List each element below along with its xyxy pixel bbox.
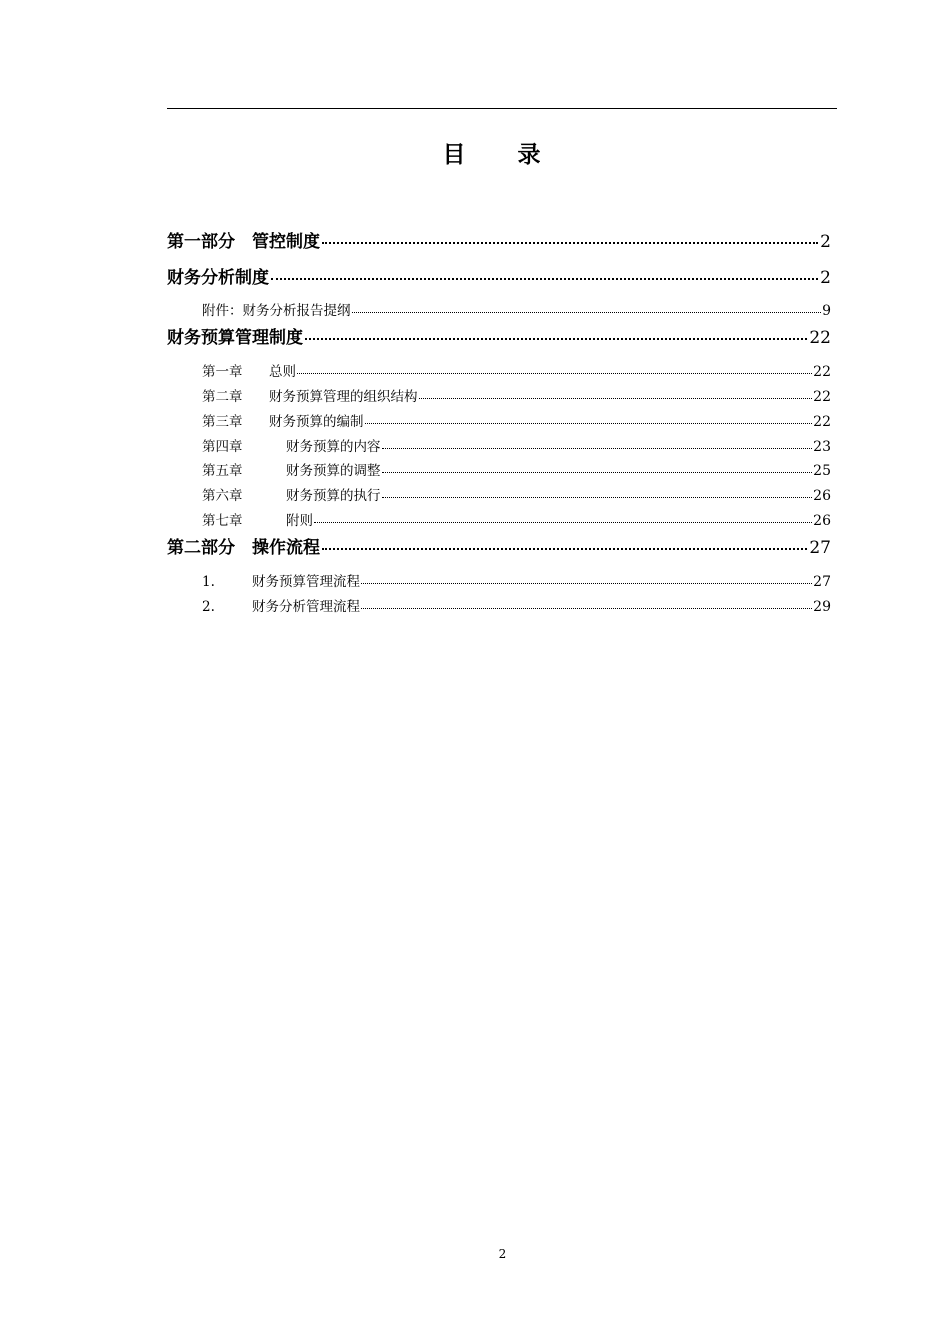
toc-entry-number: 第三章	[202, 414, 243, 430]
toc-entry-chapter-7[interactable]	[167, 509, 831, 529]
toc-entry-page: 2	[820, 232, 831, 252]
toc-entry-page: 22	[813, 414, 831, 430]
toc-entry-label: 第一部分 管控制度	[167, 232, 320, 252]
dot-leader	[365, 422, 813, 424]
toc-entry-financial-analysis[interactable]	[167, 263, 831, 287]
toc-entry-appendix[interactable]	[167, 299, 831, 319]
toc-entry-number: 第四章	[202, 439, 243, 455]
toc-entry-label: 财务预算的调整	[286, 463, 381, 479]
dot-leader	[419, 397, 813, 399]
toc-entry-page: 29	[813, 599, 831, 615]
toc-entry-flow-1[interactable]	[167, 570, 831, 590]
toc-entry-page: 27	[813, 574, 831, 590]
toc-entry-page: 22	[813, 364, 831, 380]
page-number: 2	[498, 1247, 507, 1261]
toc-entry-label: 财务预算的执行	[286, 488, 381, 504]
dot-leader	[297, 372, 812, 374]
dot-leader	[322, 241, 818, 244]
dot-leader	[382, 447, 813, 449]
toc-entry-label: 附则	[286, 513, 313, 529]
toc-entry-chapter-3[interactable]	[167, 410, 831, 430]
toc-entry-page: 25	[813, 463, 831, 479]
toc-entry-page: 27	[809, 538, 831, 558]
dot-leader	[361, 582, 812, 584]
toc-entry-label: 财务分析管理流程	[252, 599, 360, 615]
toc-entry-page: 9	[822, 303, 831, 319]
toc-entry-label: 附件：财务分析报告提纲	[202, 303, 351, 319]
toc-entry-number: 第六章	[202, 488, 243, 504]
toc-entry-label: 财务分析制度	[167, 268, 269, 288]
toc-entry-number: 第五章	[202, 463, 243, 479]
dot-leader	[361, 607, 812, 609]
dot-leader	[382, 496, 813, 498]
toc-entry-page: 22	[813, 389, 831, 405]
toc-entry-label: 财务预算的编制	[269, 414, 364, 430]
toc-entry-number: 1.	[202, 574, 215, 590]
toc-entry-chapter-2[interactable]	[167, 385, 831, 405]
toc-entry-number: 第一章	[202, 364, 243, 380]
toc-entry-label: 财务预算管理制度	[167, 328, 303, 348]
toc-entry-page: 26	[813, 513, 831, 529]
toc-entry-label: 财务预算管理流程	[252, 574, 360, 590]
header-rule	[167, 108, 837, 109]
dot-leader	[305, 337, 807, 340]
dot-leader	[382, 471, 813, 473]
toc-entry-page: 23	[813, 439, 831, 455]
toc-entry-page: 2	[820, 268, 831, 288]
toc-entry-number: 2.	[202, 599, 215, 615]
dot-leader	[322, 547, 807, 550]
toc-entry-flow-2[interactable]	[167, 595, 831, 615]
toc-entry-label: 财务预算管理的组织结构	[269, 389, 418, 405]
toc-entry-chapter-6[interactable]	[167, 484, 831, 504]
toc-entry-page: 26	[813, 488, 831, 504]
toc-title: 目 录	[442, 142, 563, 168]
dot-leader	[314, 521, 812, 523]
toc-entry-number: 第七章	[202, 513, 243, 529]
toc-entry-chapter-5[interactable]	[167, 459, 831, 479]
toc-entry-number: 第二章	[202, 389, 243, 405]
toc-entry-page: 22	[809, 328, 831, 348]
toc-entry-budget-management[interactable]	[167, 323, 831, 347]
toc-entry-label: 第二部分 操作流程	[167, 538, 320, 558]
toc-entry-part-1[interactable]	[167, 227, 831, 251]
toc-entry-chapter-4[interactable]	[167, 435, 831, 455]
toc-entry-label: 财务预算的内容	[286, 439, 381, 455]
toc-entry-label: 总则	[269, 364, 296, 380]
dot-leader	[271, 277, 818, 280]
toc-entry-part-2[interactable]	[167, 533, 831, 557]
dot-leader	[352, 311, 822, 313]
toc-entry-chapter-1[interactable]	[167, 360, 831, 380]
